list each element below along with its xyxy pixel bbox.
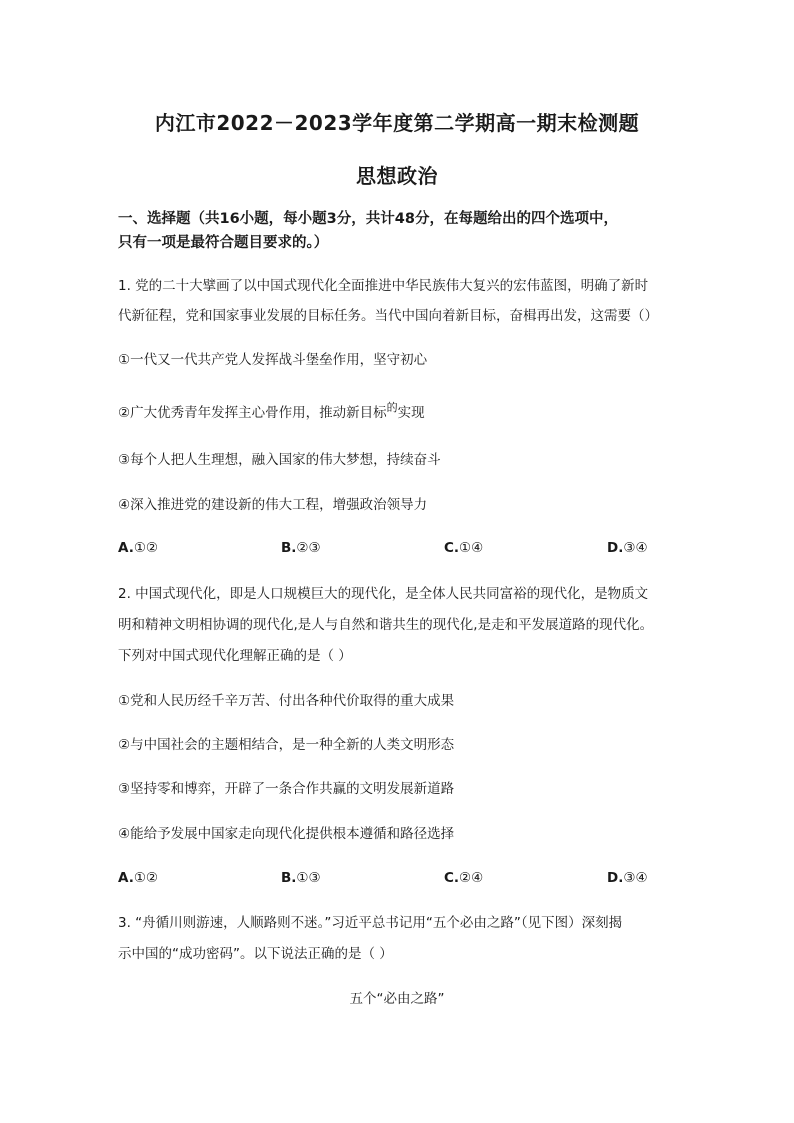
q1-option-a[interactable]: A.①② xyxy=(118,540,159,556)
subject-title: 思想政治 xyxy=(356,164,438,188)
q2-stem-line3: 下列对中国式现代化理解正确的是（ ） xyxy=(118,648,352,664)
q3-stem-line2: 示中国的“成功密码”。以下说法正确的是（ ） xyxy=(118,946,393,962)
q2-options xyxy=(118,870,678,888)
q2-option-d[interactable]: D.③④ xyxy=(607,870,648,886)
q1-option-b[interactable]: B.②③ xyxy=(281,540,321,556)
q1-statement-2-part-a: ②广大优秀青年发挥主心骨作用，推动新目标 xyxy=(118,405,387,421)
q2-option-b[interactable]: B.①③ xyxy=(281,870,321,886)
q2-statement-3: ③坚持零和博弈，开辟了一条合作共赢的文明发展新道路 xyxy=(118,781,455,797)
q1-statement-4: ④深入推进党的建设新的伟大工程，增强政治领导力 xyxy=(118,497,428,513)
section-instruction-line2: 只有一项是最符合题目要求的。） xyxy=(118,235,329,251)
q1-option-d[interactable]: D.③④ xyxy=(607,540,648,556)
q2-stem-line2: 明和精神文明相协调的现代化,是人与自然和谐共生的现代化,是走和平发展道路的现代化。 xyxy=(118,617,654,633)
q1-statement-1: ①一代又一代共产党人发挥战斗堡垒作用，坚守初心 xyxy=(118,352,428,368)
q1-statement-2 xyxy=(118,401,678,423)
section-instruction-line1: 一、选择题（共16小题，每小题3分，共计48分，在每题给出的四个选项中， xyxy=(118,211,618,227)
q1-options xyxy=(118,540,678,558)
q1-statement-2-superscript: 的 xyxy=(386,401,398,414)
q1-statement-3: ③每个人把人生理想，融入国家的伟大梦想，持续奋斗 xyxy=(118,452,441,468)
q2-statement-4: ④能给予发展中国家走向现代化提供根本遵循和路径选择 xyxy=(118,826,455,842)
q1-stem-line2: 代新征程，党和国家事业发展的目标任务。当代中国向着新目标，奋楫再出发，这需要（） xyxy=(118,308,658,324)
q1-statement-2-part-c: 实现 xyxy=(397,405,425,421)
q2-option-c[interactable]: C.②④ xyxy=(444,870,484,886)
q2-option-a[interactable]: A.①② xyxy=(118,870,159,886)
q1-option-c[interactable]: C.①④ xyxy=(444,540,484,556)
q3-figure-caption: 五个“必由之路” xyxy=(349,991,445,1007)
q2-stem-line1: 2. 中国式现代化，即是人口规模巨大的现代化，是全体人民共同富裕的现代化，是物质文 xyxy=(118,586,649,602)
q2-statement-2: ②与中国社会的主题相结合，是一种全新的人类文明形态 xyxy=(118,737,455,753)
q2-statement-1: ①党和人民历经千辛万苦、付出各种代价取得的重大成果 xyxy=(118,693,455,709)
q1-stem-line1: 1. 党的二十大擘画了以中国式现代化全面推进中华民族伟大复兴的宏伟蓝图，明确了新时 xyxy=(118,278,649,294)
q3-stem-line1: 3. “舟循川则游速，人顺路则不迷。”习近平总书记用“五个必由之路”（见下图）深刻揭 xyxy=(118,915,623,931)
page-title: 内江市2022－2023学年度第二学期高一期末检测题 xyxy=(154,111,640,135)
